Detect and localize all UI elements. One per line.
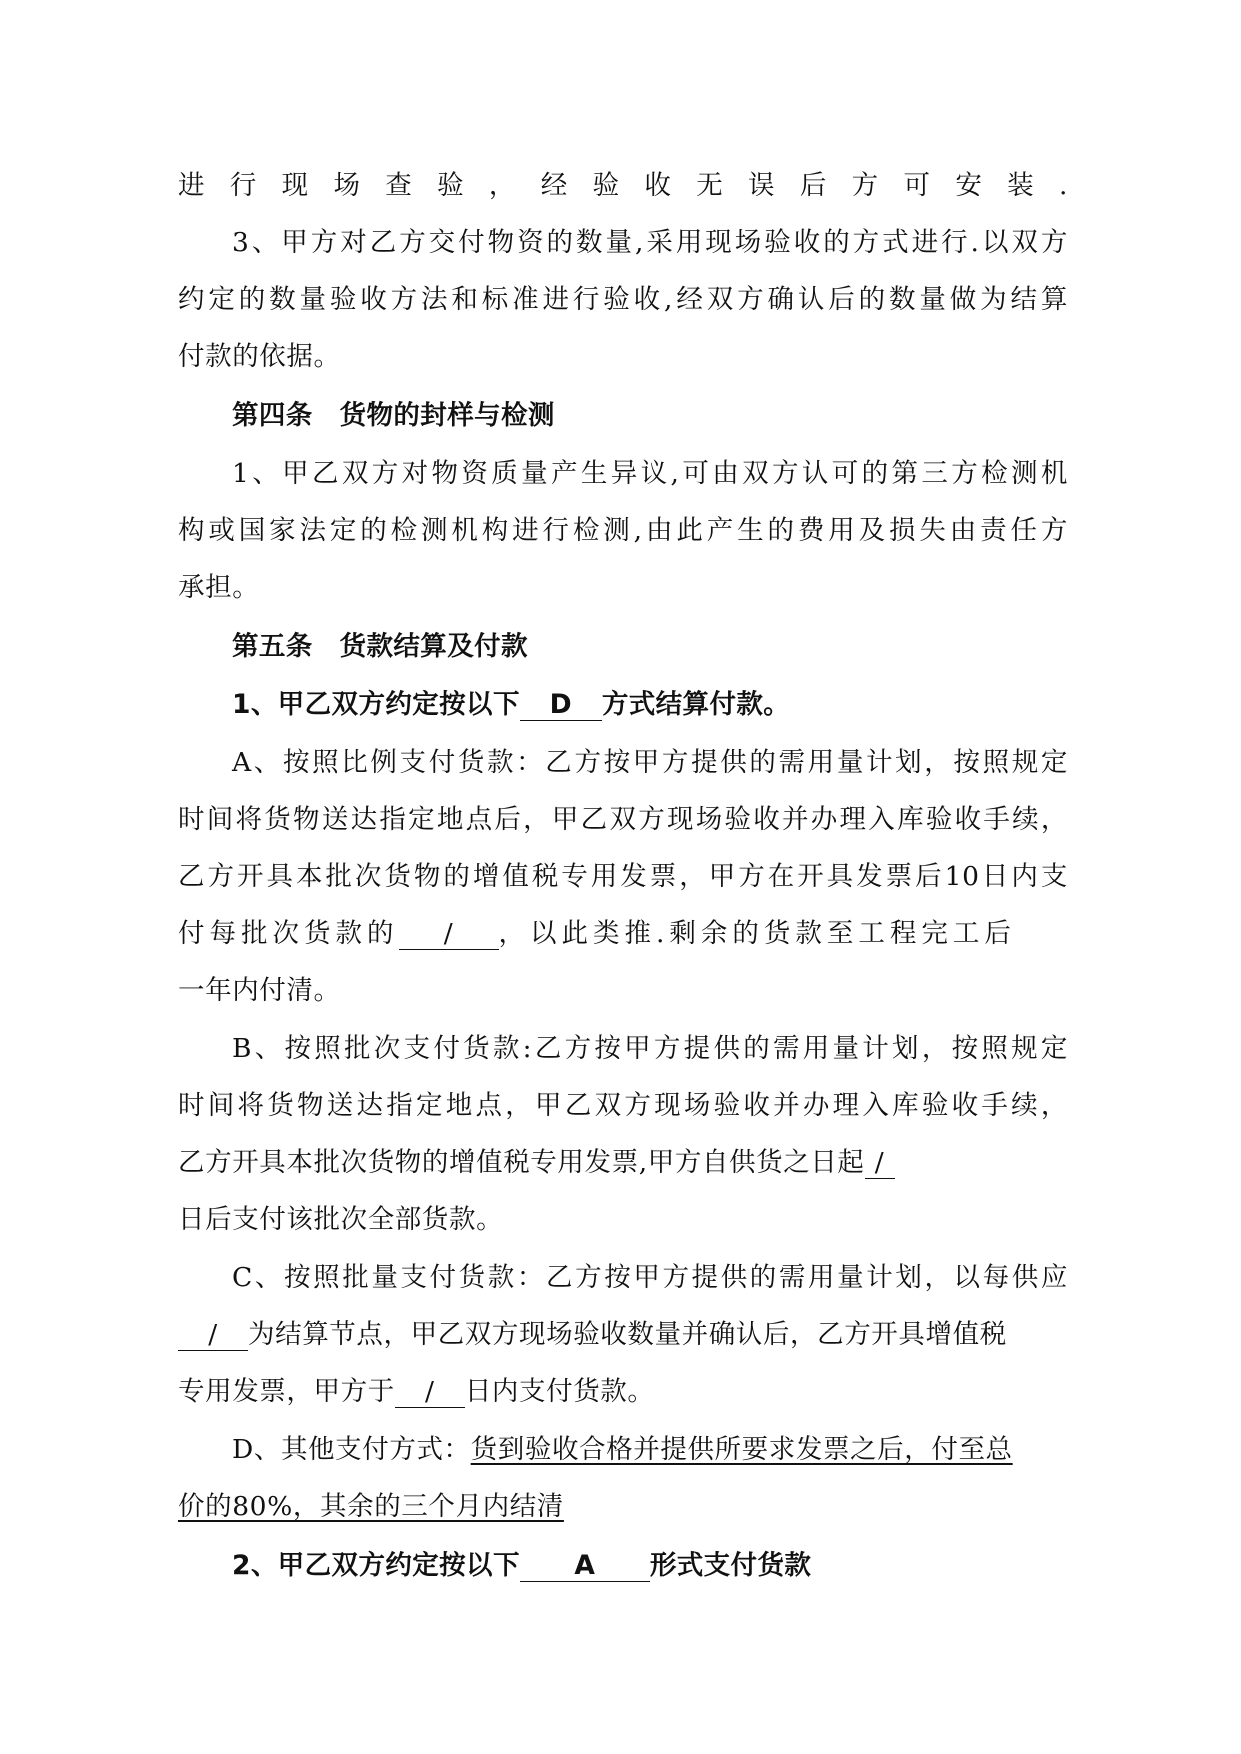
paragraph-line [178,971,1068,1011]
text: 承担。 [178,572,260,603]
paragraph-line [232,743,1068,783]
text: 专用发票，甲方于 [178,1376,395,1407]
paragraph-line [232,454,1068,494]
paragraph-line [178,568,1068,608]
text: 日后支付该批次全部货款。 [178,1204,504,1235]
text: ，以此类推.剩余的货款至工程完工后 [498,918,1016,949]
text: C、按照批量支付货款：乙方按甲方提供的需用量计划，以每供应 [232,1262,1068,1293]
paragraph-line [178,857,1068,897]
paragraph-line [232,1430,1068,1470]
text: 时间将货物送达指定地点，甲乙双方现场验收并办理入库验收手续， [178,1090,1068,1121]
paragraph-line [178,337,1068,377]
article-4-heading [232,396,1068,436]
paragraph-line [178,800,1068,840]
heading-text: 第四条 货物的封样与检测 [232,400,555,431]
underlined-text: 货到验收合格并提供所要求发票之后，付至总 [470,1434,1013,1465]
article-5-heading [232,627,1068,667]
text: 构或国家法定的检测机构进行检测,由此产生的费用及损失由责任方 [178,515,1068,546]
paragraph-line [178,511,1068,551]
paragraph-line [178,1372,1068,1412]
underlined-text: 价的80%，其余的三个月内结清 [178,1491,564,1522]
text: 为结算节点，甲乙双方现场验收数量并确认后，乙方开具增值税 [248,1319,1007,1350]
clause-2-line [232,1546,1068,1586]
heading-text: 第五条 货款结算及付款 [232,631,528,662]
fill-in-blank: / [865,1148,895,1179]
fill-in-blank: / [399,919,499,950]
text: 形式支付货款 [649,1550,812,1581]
text: 时间将货物送达指定地点后，甲乙双方现场验收并办理入库验收手续， [178,804,1068,835]
paragraph-line [178,280,1068,320]
text: 3、甲方对乙方交付物资的数量,采用现场验收的方式进行.以双方 [232,227,1068,258]
paragraph-line [178,166,1068,206]
text: 1、甲乙双方约定按以下 [232,689,520,720]
text: 1、甲乙双方对物资质量产生异议,可由双方认可的第三方检测机 [232,458,1068,489]
fill-in-blank: / [395,1377,465,1408]
paragraph-line [232,1258,1068,1298]
text: 约定的数量验收方法和标准进行验收,经双方确认后的数量做为结算 [178,284,1068,315]
text: 一年内付清。 [178,975,341,1006]
text: 付每批次货款的 [178,918,399,949]
paragraph-line [178,1315,1068,1355]
paragraph-line [178,1143,1068,1183]
paragraph-line [232,1029,1068,1069]
text: A、按照比例支付货款：乙方按甲方提供的需用量计划，按照规定 [232,747,1068,778]
text: 2、甲乙双方约定按以下 [232,1550,520,1581]
text: 乙方开具本批次货物的增值税专用发票，甲方在开具发票后10日内支 [178,861,1068,892]
paragraph-line [178,914,1068,954]
paragraph-line [232,223,1068,263]
text: 乙方开具本批次货物的增值税专用发票,甲方自供货之日起 [178,1147,865,1178]
text: 付款的依据。 [178,341,341,372]
fill-in-blank: / [178,1320,248,1351]
paragraph-line [178,1487,1068,1527]
text: B、按照批次支付货款:乙方按甲方提供的需用量计划，按照规定 [232,1033,1068,1064]
fill-in-blank: A [520,1551,650,1582]
text: D、其他支付方式： [232,1434,471,1465]
text: 日内支付货款。 [464,1376,655,1407]
clause-1-line [232,685,1068,725]
text: 进行现场查验，经验收无误后方可安装. [178,170,1068,201]
fill-in-blank: D [520,690,602,721]
text: 方式结算付款。 [601,689,791,720]
paragraph-line [178,1200,1068,1240]
paragraph-line [178,1086,1068,1126]
